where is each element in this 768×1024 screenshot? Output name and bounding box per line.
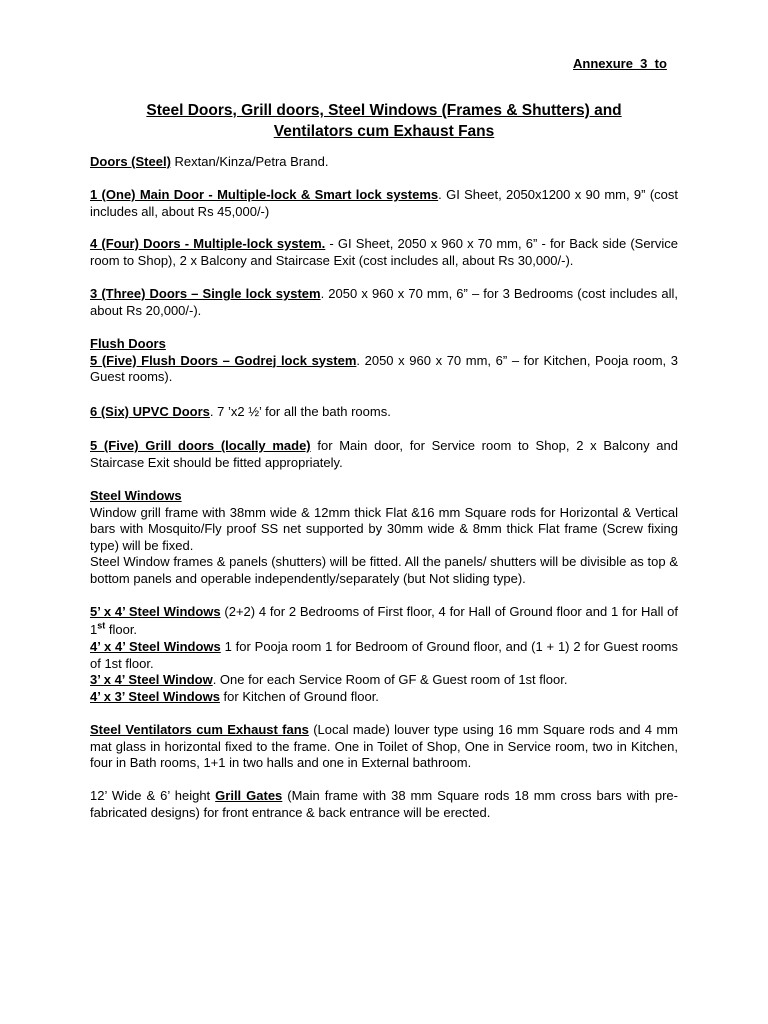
win-3x4-text: . One for each Service Room of GF & Guest room of 1st floor. — [212, 672, 568, 687]
win-5x4-superscript: st — [97, 620, 106, 631]
win-4x3-heading: 4’ x 3’ Steel Windows — [90, 688, 220, 704]
ventilators-text: (Local made) louver type using 16 mm Square rods and 4 mm mat glass in horizontal fixed to the frame. One in Toilet of Shop, One in Service room, two in Kitchen, four in Bath rooms, 1+1 in two halls and one in External bathroom. — [90, 722, 678, 770]
ventilators-heading: Steel Ventilators cum Exhaust fans — [90, 722, 309, 737]
main-door-heading: 1 (One) Main Door - Multiple-lock & Smart lock systems — [90, 187, 439, 202]
steel-windows-para1: Window grill frame with 38mm wide & 12mm thick Flat &16 mm Square rods for Horizontal & Vertical bars with Mosquito/Fly proof SS net supported by 30mm wide & 8mm thick Flat frame (Screw fixing type) will be fixed. — [90, 504, 678, 553]
win-4x4-heading: 4’ x 4’ Steel Windows — [90, 639, 221, 654]
grill-doors-heading: 5 (Five) Grill doors (locally made) — [90, 438, 311, 453]
grill-gates-heading: Grill Gates — [215, 788, 283, 803]
grill-gates-text: (Main frame with 38 mm Square rods 18 mm cross bars with pre-fabricated designs) for front entrance & back entrance will be erected. — [90, 788, 678, 820]
grill-doors-paragraph — [90, 438, 678, 471]
four-doors-text: - GI Sheet, 2050 x 960 x 70 mm, 6” - for Back side (Service room to Shop), 2 x Balcony and Staircase Exit (cost includes all, about Rs 30,000/-). — [90, 236, 678, 268]
five-flush-text: . 2050 x 960 x 70 mm, 6” – for Kitchen, Pooja room, 3 Guest rooms). — [90, 352, 678, 384]
win-3x4-heading: 3’ x 4’ Steel Window — [90, 672, 213, 687]
upvc-text: . 7 ’x2 ½’ for all the bath rooms. — [209, 404, 391, 419]
upvc-heading: 6 (Six) UPVC Doors — [90, 404, 210, 419]
title-line-2: Ventilators cum Exhaust Fans — [273, 123, 495, 140]
window-sizes-section — [90, 603, 678, 705]
doors-steel-heading: Doors (Steel) — [90, 154, 171, 169]
upvc-paragraph — [90, 404, 678, 421]
four-doors-heading: 4 (Four) Doors - Multiple-lock system. — [90, 236, 326, 251]
steel-windows-heading: Steel Windows — [90, 488, 182, 503]
win-5x4-text: (2+2) 4 for 2 Bedrooms of First floor, 4 for Hall of Ground floor and 1 for Hall of 1 — [90, 604, 679, 637]
three-doors-heading: 3 (Three) Doors – Single lock system — [90, 286, 321, 301]
win-4x3-text: for Kitchen of Ground floor. — [219, 688, 379, 704]
doors-steel-text: Rextan/Kinza/Petra Brand. — [170, 154, 329, 169]
five-flush-heading: 5 (Five) Flush Doors – Godrej lock system — [90, 352, 357, 368]
steel-windows-para2: Steel Window frames & panels (shutters) will be fitted. All the panels/ shutters will be divisible as top & bottom panels and operable independently/separately (but Not sliding type). — [90, 554, 678, 586]
three-doors-paragraph — [90, 286, 678, 319]
win-5x4-heading: 5’ x 4’ Steel Windows — [90, 604, 221, 619]
four-doors-paragraph — [90, 236, 678, 269]
ventilators-paragraph — [90, 722, 678, 772]
doors-steel-paragraph — [90, 154, 678, 171]
win-4x4-text: 1 for Pooja room 1 for Bedroom of Ground floor, and (1 + 1) 2 for Guest rooms of 1st floor. — [90, 639, 678, 671]
annexure-label: Annexure 3 to — [573, 56, 667, 71]
grill-gates-pre: 12’ Wide & 6’ height — [90, 788, 216, 803]
flush-doors-section — [90, 336, 678, 386]
grill-gates-paragraph — [90, 788, 678, 821]
win-5x4-tail: floor. — [105, 622, 138, 637]
document-title — [90, 100, 678, 142]
three-doors-text: . 2050 x 960 x 70 mm, 6” – for 3 Bedrooms (cost includes all, about Rs 20,000/-). — [90, 286, 678, 318]
steel-windows-section — [90, 488, 678, 587]
flush-doors-heading: Flush Doors — [90, 336, 166, 351]
main-door-paragraph — [90, 187, 678, 220]
title-line-1: Steel Doors, Grill doors, Steel Windows (Frames & Shutters) and — [146, 102, 622, 119]
grill-doors-text: for Main door, for Service room to Shop, 2 x Balcony and Staircase Exit should be fitted appropriately. — [90, 438, 678, 470]
main-door-text: . GI Sheet, 2050x1200 x 90 mm, 9” (cost includes all, about Rs 45,000/-) — [90, 187, 678, 219]
